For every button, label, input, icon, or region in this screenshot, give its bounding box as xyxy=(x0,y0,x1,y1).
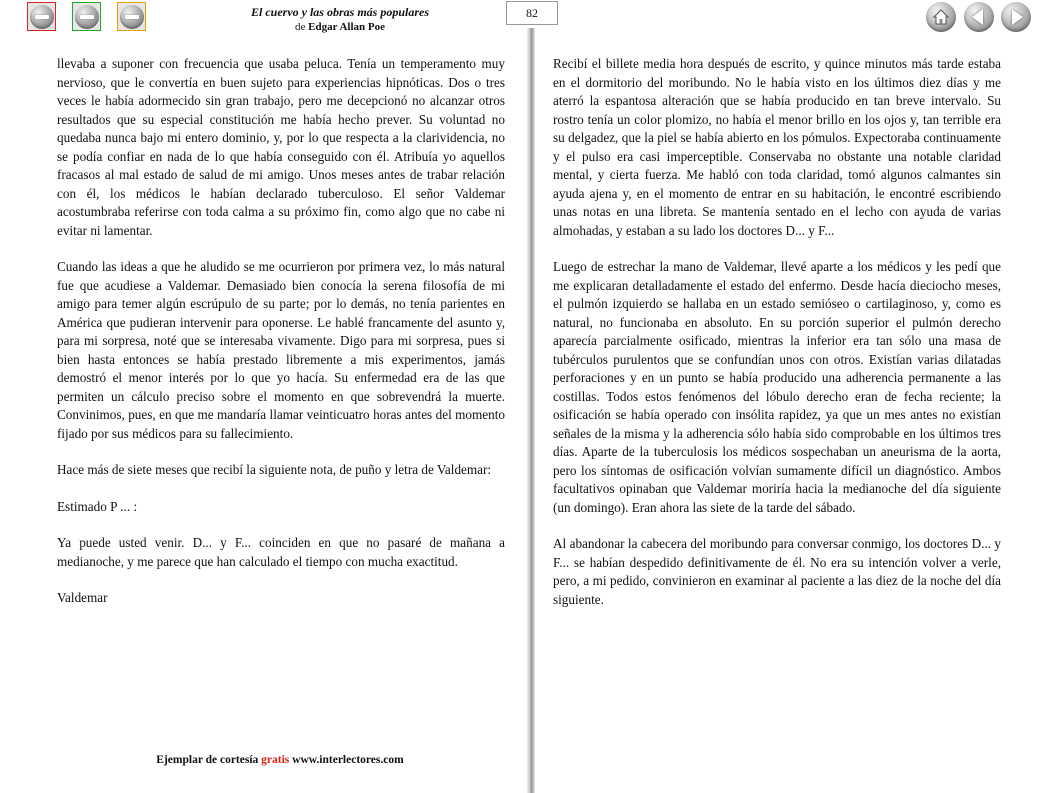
paragraph: Cuando las ideas a que he aludido se me ocurrieron por primera vez, lo más natural fue que acudiese a Valdemar. Demasiado bien conocía la serena filosofía de mi amigo para temer algún escrúpulo de su parte; por lo demás, no tenía parientes en América que pudieran intervenir para oponerse. Le hablé francamente del asunto y, para mi sorpresa, noté que se interesaba vivamente. Digo para mi sorpresa, pues si bien hasta entonces se había prestado libremente a mis experimentos, jamás demostró el menor interés por lo que yo hacía. Su enfermedad era de las que permiten un cálculo preciso sobre el momento en que sobrevendrá la muerte. Convinimos, pues, en que me mandaría llamar veinticuatro horas antes del momento fijado por sus médicos para su fallecimiento. xyxy=(57,259,505,441)
author-prefix: de xyxy=(295,21,306,33)
page-divider xyxy=(527,28,535,793)
paragraph: Ya puede usted venir. D... y F... coinciden en que no pasaré de mañana a medianoche, y me parece que han calculado el tiempo con mucha exactitud. xyxy=(57,535,505,569)
home-button[interactable] xyxy=(926,2,956,32)
paragraph: Estimado P ... : xyxy=(57,498,138,514)
author-name: Edgar Allan Poe xyxy=(308,21,385,33)
paragraph: Hace más de siete meses que recibí la siguiente nota, de puño y letra de Valdemar: xyxy=(57,462,492,477)
minimize-icon xyxy=(120,5,144,29)
arrow-right-icon xyxy=(1012,9,1023,25)
right-page-text xyxy=(553,55,1001,627)
next-page-button[interactable] xyxy=(1001,2,1031,32)
footer xyxy=(110,754,450,766)
window-button-2[interactable] xyxy=(72,2,101,31)
arrow-left-icon xyxy=(972,9,983,25)
minimize-icon xyxy=(30,5,54,29)
book-author xyxy=(210,20,470,35)
window-button-1[interactable] xyxy=(27,2,56,31)
previous-page-button[interactable] xyxy=(964,2,994,32)
minimize-icon xyxy=(75,5,99,29)
paragraph: Valdemar xyxy=(57,590,108,605)
page-number[interactable]: 82 xyxy=(506,1,558,25)
book-title: El cuervo y las obras más populares xyxy=(250,5,429,19)
home-icon xyxy=(932,8,950,26)
paragraph: Luego de estrechar la mano de Valdemar, llevé aparte a los médicos y les pedí que me explicaran detalladamente el estado del enfermo. Desde hacía dieciocho meses, el pulmón izquierdo se hallaba en un estado semióseo o cartilaginoso, y, como es natural, no funcionaba en absoluto. En su porción superior el pulmón derecho aparecía parcialmente osificado, mientras la inferior era tan sólo una masa de tubérculos purulentos que se confundían unos con otros. Existían varias dilatadas perforaciones y en un punto se había producido una adherencia permanente a las costillas. Todos estos fenómenos del lóbulo derecho eran de fecha reciente; la osificación se había operado con insólita rapidez, ya que un mes antes no existían señales de la misma y la adherencia sólo había sido comprobable en los últimos tres días. Aparte de la tuberculosis los médicos sospechaban un aneurisma de la aorta, pero los síntomas de osificación volvían sumamente difícil un diagnóstico. Ambos facultativos opinaban que Valdemar moriría hacia la medianoche del día siguiente (un domingo). Eran ahora las siete de la tarde del sábado. xyxy=(553,259,1001,515)
footer-site-link[interactable]: www.interlectores.com xyxy=(292,754,404,766)
paragraph: Recibí el billete media hora después de escrito, y quince minutos más tarde estaba en el dormitorio del moribundo. No le había visto en los últimos diez días y me aterró la espantosa alteración que se había producido en tan breve intervalo. Su rostro tenía un color plomizo, no había el menor brillo en los ojos y, tan terrible era su delgadez, que la piel se había abierto en los pómulos. Expectoraba continuamente y el pulso era casi imperceptible. Conservaba no obstante una notable claridad mental, y cierta fuerza. Me habló con toda claridad, tomó algunos calmantes sin ayuda ajena y, en el momento de entrar en su habitación, le encontré escribiendo unas notas en una libreta. Se mantenía sentado en el lecho con ayuda de varias almohadas, y estaban a su lado los doctores D... y F... xyxy=(553,56,1001,238)
window-button-3[interactable] xyxy=(117,2,146,31)
footer-gratis: gratis xyxy=(261,754,290,766)
paragraph: Al abandonar la cabecera del moribundo para conversar conmigo, los doctores D... y F... se habían despedido definitivamente de él. No era su intención volver a verle, pero, a mi pedido, convinieron en examinar al paciente a las diez de la noche del día siguiente. xyxy=(553,536,1001,607)
footer-prefix: Ejemplar de cortesía xyxy=(156,754,259,766)
left-page-text xyxy=(57,55,505,626)
paragraph: llevaba a suponer con frecuencia que usaba peluca. Tenía un temperamento muy nervioso, que le convertía en buen sujeto para experiencias hipnóticas. Dos o tres veces le había adormecido sin gran trabajo, pero me decepcionó no alcanzar otros resultados que su especial constitución me había hecho prever. Su voluntad no quedaba nunca bajo mi entero dominio, y, por lo que respecta a la clarividencia, no se podía confiar en nada de lo que había conseguido con él. Atribuía yo aquellos fracasos al mal estado de salud de mi amigo. Unos meses antes de trabar relación con él, los médicos le habían declarado tuberculoso. El señor Valdemar acostumbraba referirse con toda calma a su próximo fin, como algo que no cabe ni evitar ni lamentar. xyxy=(57,56,505,238)
